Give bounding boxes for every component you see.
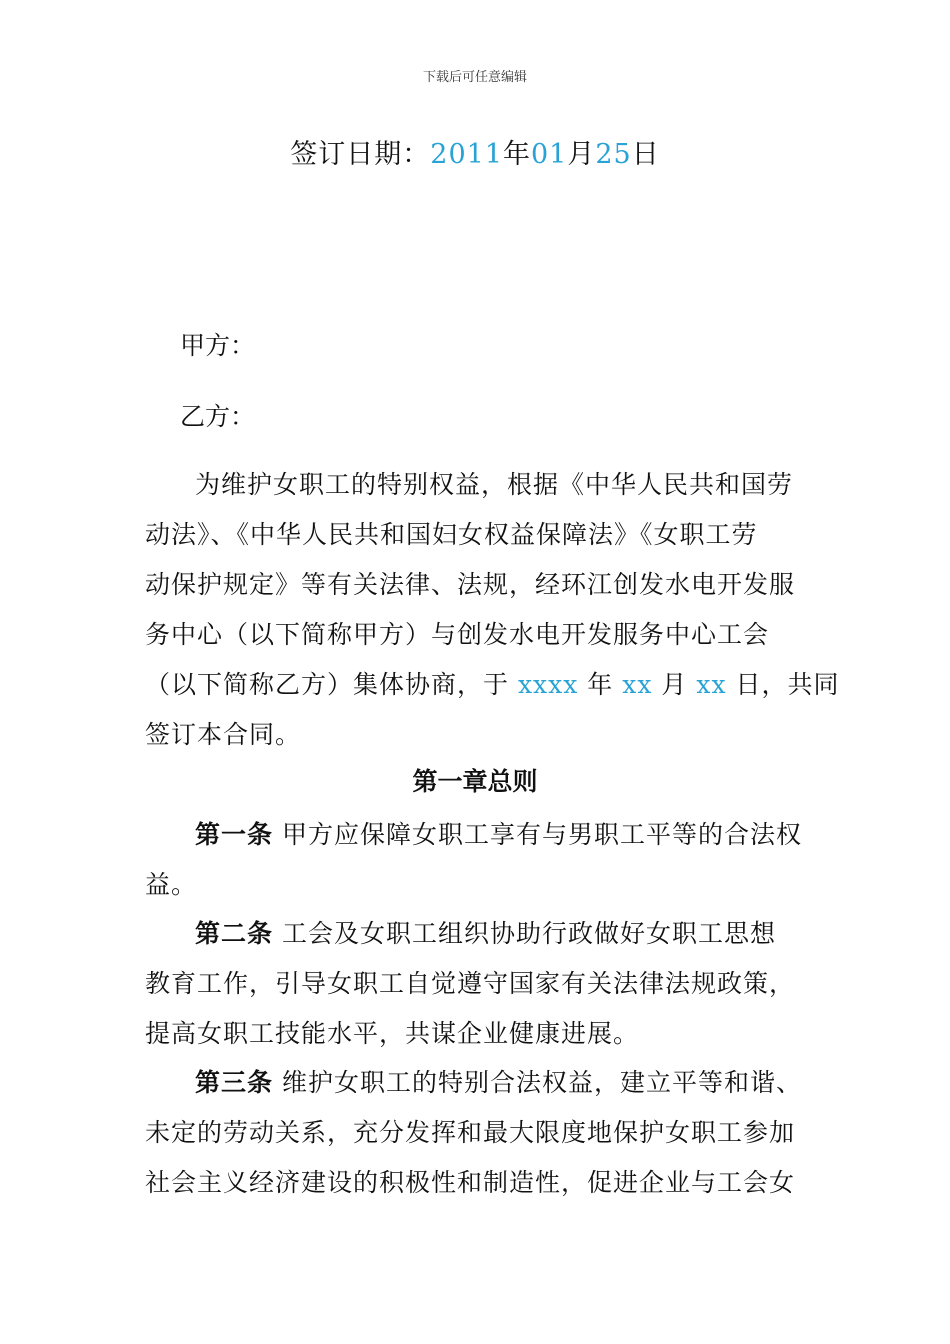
day-unit: 日 [631, 139, 660, 170]
article-label: 第二条 [195, 919, 274, 948]
article-line: 教育工作，引导女职工自觉遵守国家有关法律法规政策， [145, 969, 796, 998]
preamble-line: 为维护女职工的特别权益，根据《中华人民共和国劳 [195, 470, 794, 499]
article-line: 社会主义经济建设的积极性和制造性，促进企业与工会女 [145, 1168, 796, 1197]
preamble-line: 动法》、《中华人民共和国妇女权益保障法》《女职工劳 [145, 520, 758, 549]
preamble-text: 年 [578, 670, 623, 699]
signing-day: 25 [595, 139, 632, 170]
preamble-text: 日，共同 [726, 670, 840, 699]
article-label: 第三条 [195, 1068, 274, 1097]
preamble-line: 务中心（以下简称甲方）与创发水电开发服务中心工会 [145, 620, 770, 649]
party-b-label: 乙方： [180, 402, 256, 431]
preamble-line: 动保护规定》等有关法律、法规，经环江创发水电开发服 [145, 570, 796, 599]
party-a-label: 甲方： [180, 331, 256, 360]
article-1 [145, 810, 815, 910]
preamble-text: 月 [652, 670, 697, 699]
signing-date [0, 132, 950, 171]
article-text: 工会及女职工组织协助行政做好女职工思想 [273, 919, 776, 948]
article-line [145, 1058, 815, 1108]
article-2 [145, 909, 815, 1059]
article-text: 维护女职工的特别合法权益，建立平等和谐、 [273, 1068, 802, 1097]
preamble-line-date [145, 660, 840, 710]
article-line: 未定的劳动关系，充分发挥和最大限度地保护女职工参加 [145, 1118, 796, 1147]
header-note: 下载后可任意编辑 [422, 70, 527, 85]
preamble-paragraph [145, 460, 840, 760]
article-line [145, 810, 815, 860]
placeholder-day: xx [696, 670, 727, 699]
article-label: 第一条 [195, 820, 274, 849]
chapter-heading: 第一章总则 [412, 767, 538, 796]
placeholder-month: xx [622, 670, 653, 699]
signing-year: 2011 [430, 139, 503, 170]
placeholder-year: xxxx [517, 670, 579, 699]
article-line: 益。 [145, 870, 198, 899]
article-3 [145, 1058, 815, 1208]
signing-date-label: 签订日期： [290, 139, 431, 170]
article-line: 提高女职工技能水平，共谋企业健康进展。 [145, 1019, 640, 1048]
month-unit: 月 [567, 139, 596, 170]
article-line [145, 909, 815, 959]
year-unit: 年 [503, 139, 531, 170]
article-text: 甲方应保障女职工享有与男职工平等的合法权 [273, 820, 802, 849]
preamble-text: （以下简称乙方）集体协商，于 [145, 670, 518, 699]
preamble-line: 签订本合同。 [145, 720, 302, 749]
signing-month: 01 [531, 139, 568, 170]
